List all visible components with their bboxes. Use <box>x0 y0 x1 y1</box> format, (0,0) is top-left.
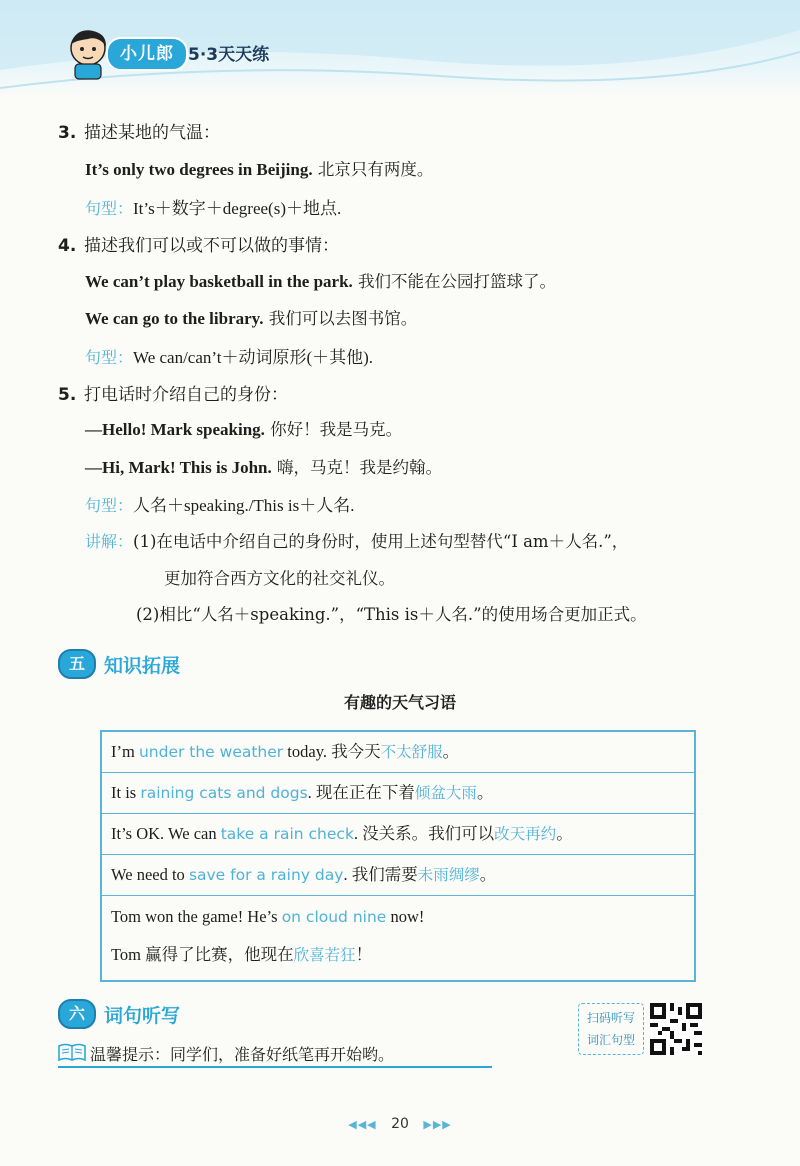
item-5-title <box>58 380 288 405</box>
pattern-text: 人名＋speaking./This is＋人名. <box>133 496 355 515</box>
row-line <box>111 898 694 936</box>
explanation-line <box>136 601 647 625</box>
item-title-text: 打电话时介绍自己的身份： <box>84 385 288 405</box>
pattern-text: It’s＋数字＋degree(s)＋地点. <box>133 199 342 218</box>
page-footer <box>0 1116 800 1132</box>
row-text: 。 <box>479 865 497 884</box>
explanation-line <box>85 528 628 552</box>
meaning-highlight: 改天再约 <box>494 825 557 843</box>
explanation-tag: 讲解： <box>85 532 134 551</box>
row-text: I’m <box>111 742 139 761</box>
idiom-highlight: take a rain check <box>220 825 354 843</box>
example-chinese: 我们不能在公园打篮球了。 <box>358 272 557 291</box>
meaning-highlight: 未雨绸缪 <box>417 866 480 884</box>
sentence-pattern <box>85 491 354 516</box>
pattern-tag: 句型： <box>85 199 134 218</box>
example-line <box>85 454 442 478</box>
example-english: —Hello! Mark speaking. <box>85 420 265 439</box>
row-text: . 现在正在下着 <box>307 783 415 802</box>
left-arrows-icon: ◀◀◀ <box>348 1118 377 1131</box>
brand-logo: 小儿郎 <box>106 37 188 71</box>
table-row <box>102 896 694 980</box>
meaning-highlight: 欣喜若狂 <box>293 946 356 964</box>
section-badge: 五 <box>58 649 96 679</box>
section-title: 词句听写 <box>104 1004 181 1027</box>
tip-text: 温馨提示：同学们，准备好纸笔再开始哟。 <box>90 1045 395 1064</box>
row-text: ！ <box>355 945 373 964</box>
explanation-text: 更加符合西方文化的社交礼仪。 <box>164 569 395 588</box>
row-text: It is <box>111 783 141 802</box>
example-chinese: 我们可以去图书馆。 <box>268 309 418 328</box>
tip-bar <box>58 1040 492 1068</box>
idiom-table <box>100 730 696 982</box>
idiom-highlight: raining cats and dogs <box>140 784 308 802</box>
row-text: Tom won the game! He’s <box>111 907 282 926</box>
row-text: Tom 赢得了比赛，他现在 <box>111 945 294 964</box>
example-english: It’s only two degrees in Beijing. <box>85 160 313 179</box>
example-chinese: 你好！我是马克。 <box>270 420 403 439</box>
section-title: 知识拓展 <box>104 654 181 677</box>
item-3-title <box>58 118 220 143</box>
example-line <box>85 156 433 180</box>
explanation-line <box>164 565 395 589</box>
section-knowledge-extension <box>58 648 180 680</box>
row-text: It’s OK. We can <box>111 824 221 843</box>
example-line <box>85 416 402 440</box>
meaning-highlight: 不太舒服 <box>380 743 443 761</box>
example-chinese: 北京只有两度。 <box>317 160 434 179</box>
row-text: 。 <box>556 824 573 843</box>
meaning-highlight: 倾盆大雨 <box>414 784 477 802</box>
qr-label-line: 词汇句型 <box>586 1033 635 1047</box>
example-line <box>85 268 556 292</box>
table-row <box>102 814 694 855</box>
row-text: . 没关系。我们可以 <box>353 824 495 843</box>
table-title: 有趣的天气习语 <box>343 693 456 712</box>
pattern-tag: 句型： <box>85 348 134 367</box>
idiom-highlight: save for a rainy day <box>188 866 344 884</box>
table-row <box>102 773 694 814</box>
qr-label-line: 扫码听写 <box>586 1011 635 1025</box>
example-chinese: 嗨，马克！我是约翰。 <box>276 458 442 477</box>
brand-title: 5·3天天练 <box>188 45 270 65</box>
example-line <box>85 305 417 329</box>
row-text: We need to <box>111 865 189 884</box>
row-text: today. 我今天 <box>283 742 381 761</box>
sentence-pattern <box>85 343 373 368</box>
item-number: 5. <box>58 385 77 405</box>
pattern-text: We can/can’t＋动词原形(＋其他). <box>133 348 374 367</box>
qr-label <box>578 1003 644 1055</box>
section-dictation <box>58 998 180 1030</box>
item-number: 4. <box>58 236 77 256</box>
qr-code-icon[interactable] <box>650 1003 702 1055</box>
item-title-text: 描述我们可以或不可以做的事情： <box>84 236 339 256</box>
explanation-text: (2)相比“人名＋speaking.”，“This is＋人名.”的使用场合更加正式。 <box>136 605 647 624</box>
row-text: 。 <box>476 783 494 802</box>
item-number: 3. <box>58 123 77 143</box>
item-title-text: 描述某地的气温： <box>84 123 220 143</box>
idiom-highlight: under the weather <box>138 743 284 761</box>
idiom-highlight: on cloud nine <box>281 908 387 926</box>
right-arrows-icon: ▶▶▶ <box>423 1118 452 1131</box>
example-english: We can go to the library. <box>85 309 264 328</box>
page-number: 20 <box>391 1116 409 1132</box>
row-line <box>111 936 694 974</box>
item-4-title <box>58 231 339 256</box>
sentence-pattern <box>85 194 341 219</box>
pattern-tag: 句型： <box>85 496 134 515</box>
book-icon <box>58 1042 86 1062</box>
row-text: 。 <box>442 742 460 761</box>
example-english: We can’t play basketball in the park. <box>85 272 353 291</box>
row-text: now! <box>386 907 425 926</box>
table-row <box>102 732 694 773</box>
table-row <box>102 855 694 896</box>
explanation-text: (1)在电话中介绍自己的身份时，使用上述句型替代“I am＋人名.”， <box>133 532 629 551</box>
section-badge: 六 <box>58 999 96 1029</box>
page-header <box>0 0 800 100</box>
example-english: —Hi, Mark! This is John. <box>85 458 272 477</box>
row-text: . 我们需要 <box>343 865 418 884</box>
qr-code-panel[interactable] <box>578 1003 704 1059</box>
